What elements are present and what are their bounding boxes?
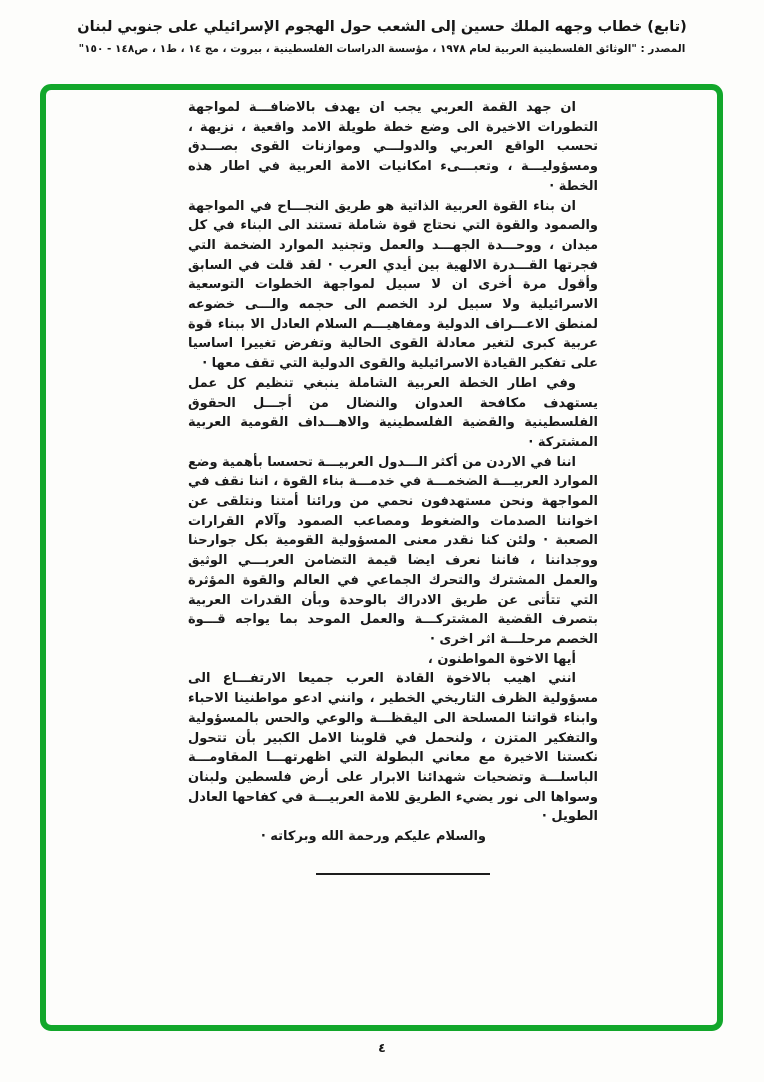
paragraph-summit-effort: ان جهد القمة العربي يجب ان يهدف بالاضافـــة لمواجهة التطورات الاخيرة الى وضع خطة طويلة الامد واقعية ، نزيهة ، تحسب الواقع العربي والدولـــي وموازنات القوى بصـــدق ومسؤوليـــة ، وتعبـــىء امكانيات الامة العربية في اطار هذه الخطة · [188, 100, 598, 194]
document-title: (تابع) خطاب وجهه الملك حسين إلى الشعب حول الهجوم الإسرائيلي على جنوبي لبنان [77, 19, 687, 35]
green-border-frame [40, 84, 723, 1031]
closing-salam-line: والسلام عليكم ورحمة الله وبركاته · [260, 829, 486, 845]
page-number: ٤ [378, 1040, 386, 1055]
paragraph-appeal-to-leaders: انني اهيب بالاخوة القادة العرب جميعا الارتفـــاع الى مسؤولية الظرف التاريخي الخطير ، وانني ادعو مواطنينا الاحباء وابناء قواتنا المسلحة الى اليقظـــة والوعي والحس بالمسؤولية والتفكير المتزن ، ولنحمل في قلوبنا الامل الكبير بأن تتحول نكستنا الاخيرة مع معاني البطولة التي اظهرتهـــا المقاومـــة الباسلـــة وتضحيات شهدائنا الابرار على أرض فلسطين ولبنان وسواها الى نور يضيء الطريق للامة العربيـــة في كفاحها العادل الطويل · [188, 671, 598, 825]
paragraph-comprehensive-plan: وفي اطار الخطة العربية الشاملة ينبغي تنظيم كل عمل يستهدف مكافحة العدوان والنضال من أجـــل الحقوق الفلسطينية والقضية الفلسطينية والاهـــداف القومية العربية المشتركة · [188, 375, 598, 450]
source-citation: المصدر : "الوثائق الفلسطينية العربية لعام ١٩٧٨ ، مؤسسة الدراسات الفلسطينية ، بيروت ، مج ١٤ ، ط١ ، ص١٤٨ - ١٥٠" [78, 43, 686, 55]
speech-body [188, 98, 598, 875]
end-divider-rule [316, 873, 490, 875]
salutation-line: أيها الاخوة المواطنون ، [427, 651, 576, 667]
document-header [0, 19, 764, 55]
paragraph-jordan-position: اننا في الاردن من أكثر الـــدول العربيـــة تحسسا بأهمية وضع الموارد العربيـــة الضخمـــة في خدمـــة بناء القوة ، اننا نقف في المواجهة ونحن مستهدفون نحمي من ورائنا أمتنا ونتلقى عن اخواننا الصدمات والضغوط ومصاعب الصمود وآلام القرارات الصعبة · ولئن كنا نقدر معنى المسؤولية القومية بكل جوارحنا ووجداننا ، فاننا نعرف ايضا قيمة التضامن العربـــي الوثيق والعمل المشترك والتحرك الجماعي في العالم والقوة المؤثرة التي تتأتى عن طريق الادراك بالوحدة وبأن القدرات العربية بتصرف القضية المشتركـــة والعمل الموحد بما يواجه قـــوة الخصم مرحلـــة اثر اخرى · [188, 454, 598, 647]
paragraph-self-strength: ان بناء القوة العربية الذاتية هو طريق النجـــاح في المواجهة والصمود والقوة التي نحتاج قوة شاملة تستند الى البناء في كل ميدان ، ووحـــدة الجهـــد والعمل وتجنيد الموارد الضخمة التي فجرتها القـــدرة الالهية بين أيدي العرب · لقد قلت في السابق وأقول مرة أخرى ان لا سبيل لمواجهة الخطوات التوسعية الاسرائيلية ولا سبيل لرد الخصم الى حجمه والـــى خضوعه لمنطق الاعـــراف الدولية ومفاهيـــم السلام العادل الا ببناء قوة عربية كبرى لتغير معادلة القوى الحالية وتفرض تغييرا اساسيا على تفكير القيادة الاسرائيلية والقوى الدولية التي تقف معها · [188, 198, 598, 372]
